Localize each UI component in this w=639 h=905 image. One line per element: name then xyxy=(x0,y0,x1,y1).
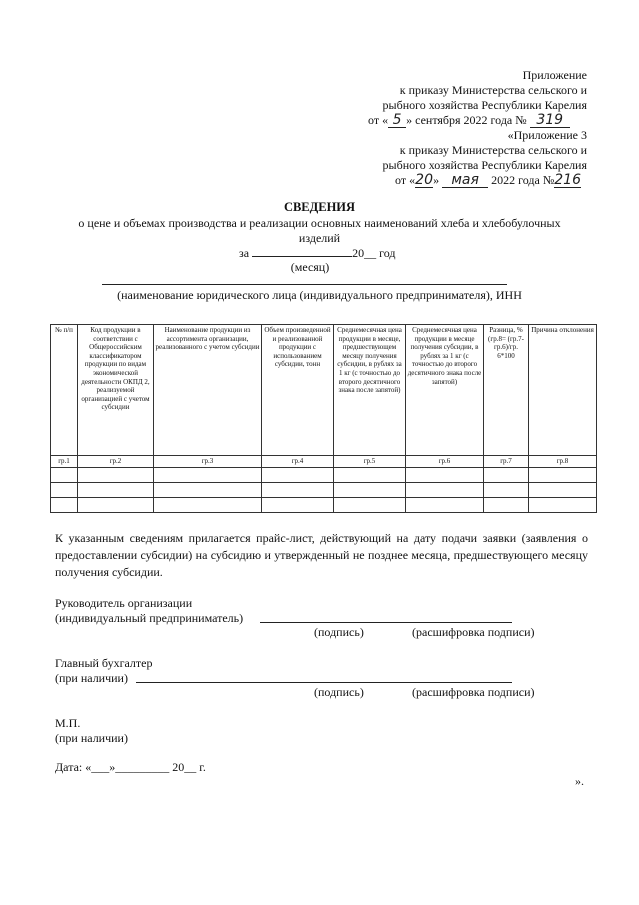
date2-year: 2022 года xyxy=(491,173,540,187)
stamp-label-1: М.П. xyxy=(55,716,81,730)
date-mid: » сентября 2022 года № xyxy=(406,113,527,127)
order-line: к приказу Министерства сельского и xyxy=(399,83,587,97)
table-row xyxy=(51,467,597,482)
column-header: Среднемесячная цена продукции в месяце получения субсидии, в рублях за 1 кг (с точностью до второго десятичного знака после запятой) xyxy=(406,325,484,456)
date-prefix: от « xyxy=(368,113,389,127)
column-header: Наименование продукции из ассортимента организации, реализованного с учетом субсидии xyxy=(154,325,262,456)
table-row xyxy=(51,497,597,512)
ministry-line: рыбного хозяйства Республики Карелия xyxy=(382,98,587,112)
column-number: гр.5 xyxy=(334,456,406,468)
order-date-line-2 xyxy=(395,173,581,188)
head-signature-blank xyxy=(260,622,512,623)
period-line xyxy=(239,245,395,260)
document-subtitle-line2: изделий xyxy=(298,231,341,245)
column-number: гр.7 xyxy=(484,456,529,468)
head-label-1: Руководитель организации xyxy=(55,596,193,610)
column-number: гр.3 xyxy=(154,456,262,468)
period-prefix: за xyxy=(239,246,250,260)
handwritten-number: 319 xyxy=(536,112,564,128)
column-header: Код продукции в соответствии с Общероссийским классификатором продукции по видам экономической деятельности ОКПД 2, реализуемой организацией с учетом субсидии xyxy=(78,325,154,456)
column-header: Объем произведенной и реализованной продукции с использованием субсидии, тонн xyxy=(262,325,334,456)
date2-quote: » xyxy=(433,173,440,187)
accountant-label-1: Главный бухгалтер xyxy=(55,656,153,670)
column-header: № п/п xyxy=(51,325,78,456)
column-number: гр.2 xyxy=(78,456,154,468)
price-volume-table xyxy=(50,324,597,513)
period-year: 20__ год xyxy=(352,246,396,260)
table-row xyxy=(51,482,597,497)
date2-prefix: от « xyxy=(395,173,416,187)
stamp-label-2: (при наличии) xyxy=(55,731,128,745)
closing-quote: ». xyxy=(575,774,584,788)
column-header: Среднемесячная цена продукции в месяце, предшествующем месяцу получения субсидии, в рублях за 1 кг (с точностью до второго десятичного знака после запятой) xyxy=(334,325,406,456)
handwritten-month-2: мая xyxy=(442,173,488,188)
handwritten-day: 5 xyxy=(392,112,402,128)
head-label-2: (индивидуальный предприниматель) xyxy=(55,611,244,625)
signature-hint-2: (подпись) xyxy=(314,685,364,699)
ministry-line-2: рыбного хозяйства Республики Карелия xyxy=(382,158,587,172)
accountant-signature-blank xyxy=(136,682,512,683)
date-line: Дата: «___»_________ 20__ г. xyxy=(55,760,206,774)
entity-hint: (наименование юридического лица (индивидуального предпринимателя), ИНН xyxy=(117,288,522,302)
month-hint: (месяц) xyxy=(290,260,330,274)
appendix3-label: «Приложение 3 xyxy=(507,128,587,142)
entity-name-blank xyxy=(102,284,507,285)
column-number: гр.6 xyxy=(406,456,484,468)
handwritten-day-2: 20 xyxy=(415,172,433,188)
column-number: гр.8 xyxy=(529,456,597,468)
column-number-row xyxy=(51,456,597,468)
decode-hint: (расшифровка подписи) xyxy=(412,625,535,639)
column-header: Причина отклонения xyxy=(529,325,597,456)
accountant-label-2: (при наличии) xyxy=(55,671,128,685)
order-line-2: к приказу Министерства сельского и xyxy=(399,143,587,157)
table-header-row xyxy=(51,325,597,456)
decode-hint-2: (расшифровка подписи) xyxy=(412,685,535,699)
column-number: гр.4 xyxy=(262,456,334,468)
column-number: гр.1 xyxy=(51,456,78,468)
appendix-label: Приложение xyxy=(522,68,587,82)
price-list-note: К указанным сведениям прилагается прайс-лист, действующий на дату подачи заявки (заявления о предоставлении субсидии) на субсидию и утвержденный не позднее месяца, предшествующего месяцу получения субсидии. xyxy=(55,531,588,579)
document-subtitle-line1: о цене и объемах производства и реализации основных наименований хлеба и хлебобулочных xyxy=(78,216,561,230)
number2-prefix: № xyxy=(542,173,555,187)
handwritten-number-2: 216 xyxy=(554,172,581,188)
signature-hint: (подпись) xyxy=(314,625,364,639)
order-date-line xyxy=(368,113,570,128)
document-title: СВЕДЕНИЯ xyxy=(283,200,356,214)
column-header: Разница, % (гр.8= (гр.7-гр.6)/гр. 6*100 xyxy=(484,325,529,456)
month-blank xyxy=(252,245,352,257)
